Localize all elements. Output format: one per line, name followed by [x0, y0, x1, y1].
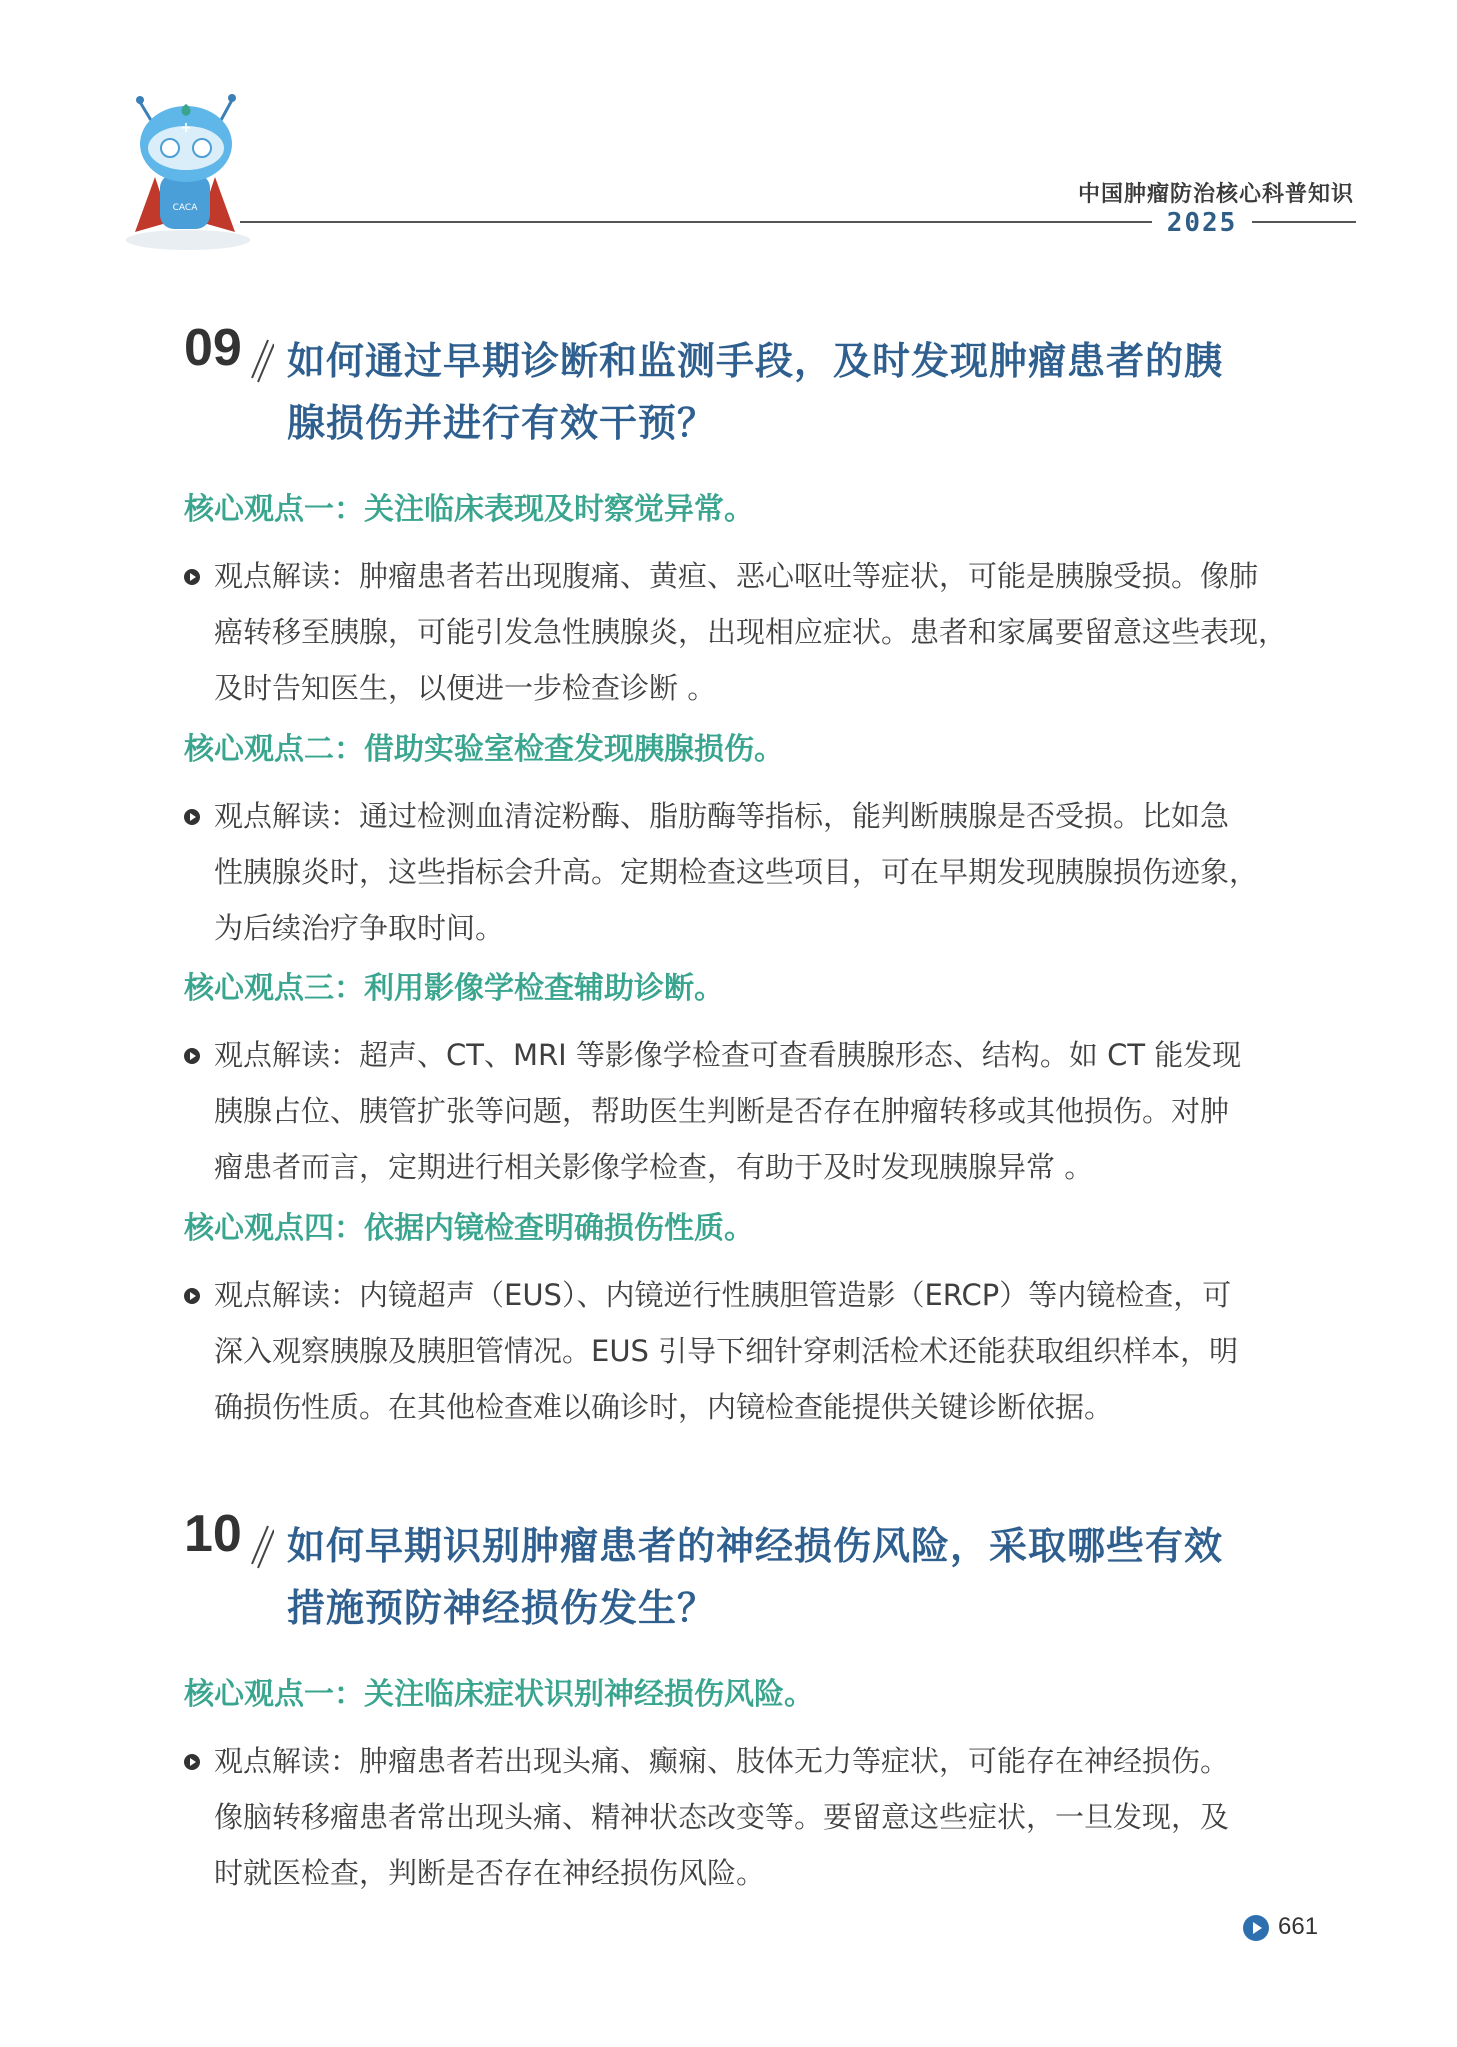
question-title: [287, 1515, 1347, 1639]
interpretation-line: 为后续治疗争取时间。: [214, 911, 505, 945]
header-rule-long: [240, 221, 1152, 223]
interpretation-line: 观点解读：超声、CT、MRI 等影像学检查可查看胰腺形态、结构。如 CT 能发现: [214, 1038, 1242, 1072]
point-interpretation: [214, 788, 1334, 956]
core-point-heading: 核心观点一：关注临床表现及时察觉异常。: [184, 492, 754, 527]
interpretation-line: 时就医检查，判断是否存在神经损伤风险。: [214, 1856, 766, 1890]
question-title-line: 如何通过早期诊断和监测手段，及时发现肿瘤患者的胰: [287, 339, 1224, 383]
header-rule-short: [1252, 221, 1356, 223]
interpretation-line: 及时告知医生，以便进一步检查诊断 。: [214, 671, 717, 705]
interpretation-line: 性胰腺炎时，这些指标会升高。定期检查这些项目，可在早期发现胰腺损伤迹象，: [214, 855, 1259, 889]
interpretation-line: 胰腺占位、胰管扩张等问题，帮助医生判断是否存在肿瘤转移或其他损伤。对肿: [214, 1094, 1230, 1128]
header-year: 2025: [1166, 208, 1238, 238]
circle-play-bullet-icon: [183, 1047, 201, 1065]
double-slash-icon: [250, 338, 274, 384]
core-point-heading: 核心观点二：借助实验室检查发现胰腺损伤。: [184, 732, 784, 767]
page-number: 661: [1278, 1913, 1319, 1940]
question-title-line: 措施预防神经损伤发生？: [287, 1586, 717, 1630]
interpretation-line: 观点解读：通过检测血清淀粉酶、脂肪酶等指标，能判断胰腺是否受损。比如急: [214, 799, 1230, 833]
core-point-heading: 核心观点一：关注临床症状识别神经损伤风险。: [184, 1677, 814, 1712]
circle-play-icon: [1242, 1914, 1270, 1942]
point-interpretation: [214, 1733, 1334, 1901]
book-title: 中国肿瘤防治核心科普知识: [1077, 182, 1354, 207]
circle-play-bullet-icon: [183, 1753, 201, 1771]
core-point-heading: 核心观点四：依据内镜检查明确损伤性质。: [184, 1211, 754, 1246]
interpretation-line: 瘤患者而言，定期进行相关影像学检查，有助于及时发现胰腺异常 。: [214, 1150, 1094, 1184]
svg-text:+: +: [180, 120, 192, 136]
interpretation-line: 癌转移至胰腺，可能引发急性胰腺炎，出现相应症状。患者和家属要留意这些表现，: [214, 615, 1288, 649]
interpretation-line: 确损伤性质。在其他检查难以确诊时，内镜检查能提供关键诊断依据。: [214, 1390, 1114, 1424]
point-interpretation: [214, 1267, 1334, 1435]
interpretation-line: 观点解读：内镜超声（EUS）、内镜逆行性胰胆管造影（ERCP）等内镜检查，可: [214, 1278, 1232, 1312]
point-interpretation: [214, 548, 1334, 716]
circle-play-bullet-icon: [183, 808, 201, 826]
interpretation-line: 像脑转移瘤患者常出现头痛、精神状态改变等。要留意这些症状，一旦发现，及: [214, 1800, 1230, 1834]
svg-text:CACA: CACA: [172, 203, 198, 213]
circle-play-bullet-icon: [183, 568, 201, 586]
interpretation-line: 观点解读：肿瘤患者若出现腹痛、黄疸、恶心呕吐等症状，可能是胰腺受损。像肺: [214, 559, 1259, 593]
circle-play-bullet-icon: [183, 1287, 201, 1305]
question-title-line: 如何早期识别肿瘤患者的神经损伤风险，采取哪些有效: [287, 1524, 1224, 1568]
question-title: [287, 330, 1347, 454]
question-number: 09: [184, 319, 242, 377]
double-slash-icon: [250, 1524, 274, 1570]
interpretation-line: 观点解读：肿瘤患者若出现头痛、癫痫、肢体无力等症状，可能存在神经损伤。: [214, 1744, 1230, 1778]
robot-mascot-image: [110, 82, 260, 252]
question-number: 10: [184, 1505, 242, 1563]
interpretation-line: 深入观察胰腺及胰胆管情况。EUS 引导下细针穿刺活检术还能获取组织样本，明: [214, 1334, 1239, 1368]
question-title-line: 腺损伤并进行有效干预？: [287, 401, 717, 445]
core-point-heading: 核心观点三：利用影像学检查辅助诊断。: [184, 971, 724, 1006]
point-interpretation: [214, 1027, 1334, 1195]
